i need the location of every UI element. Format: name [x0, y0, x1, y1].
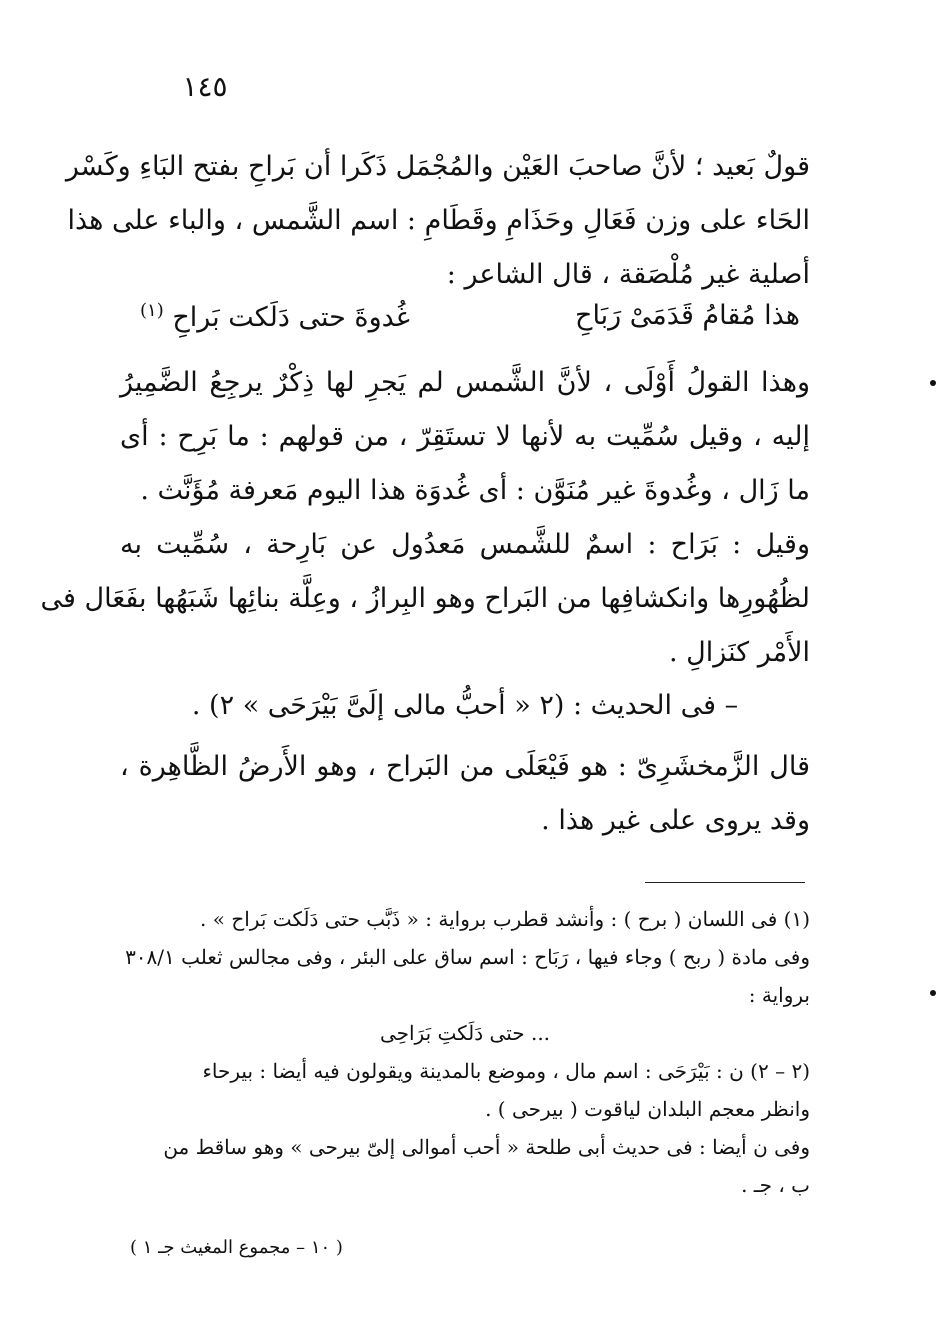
paragraph-2	[120, 356, 810, 518]
verse-first-hemistich: هذا مُقامُ قَدَمَىْ رَبَاحِ	[575, 300, 800, 331]
footnote-line: وفى مادة ( ربح ) وجاء فيها ، رَبَاح : اسم ساق على البئر ، وفى مجالس ثعلب ٣٠٨/١	[125, 945, 810, 969]
footnote-line: برواية :	[748, 983, 810, 1007]
text-line: قال الزَّمخشَرِىّ : هو فَيْعَلَى من البَراح ، وهو الأَرضُ الظَّاهِرة ،	[120, 751, 810, 782]
main-text	[65, 140, 810, 302]
verse-second-hemistich	[140, 300, 410, 333]
footnote-line: وانظر معجم البلدان لياقوت ( بيرحى ) .	[485, 1097, 810, 1121]
text-line: الحَاء على وزن فَعَالِ وحَذَامِ وقَطَامِ : اسم الشَّمس ، والباء على هذا	[67, 205, 810, 236]
margin-mark	[930, 380, 936, 386]
text-line: لظُهُورِها وانكشافِها من البَراح وهو البِرازُ ، وعِلَّة بنائِها شَبَهُها بفَعَال فى	[40, 583, 810, 614]
paragraph-4	[120, 740, 810, 848]
footnote-line: (١) فى اللسان ( برح ) : وأنشد قطرب برواية : « ذَبَّب حتى دَلَكت بَراح » .	[200, 907, 810, 931]
footnote-ref: (١)	[140, 300, 164, 321]
page-number: ١٤٥	[182, 70, 228, 103]
footnote-line: وفى ن أيضا : فى حديث أبى طلحة « أحب أموالى إلىّ بيرحى » وهو ساقط من	[163, 1135, 810, 1159]
footnote-divider	[645, 882, 805, 883]
margin-mark	[930, 990, 936, 996]
paragraph-3	[40, 518, 810, 680]
verse-second-text: غُدوةَ حتى دَلَكت بَراحِ	[172, 302, 410, 333]
text-line: وقد يروى على غير هذا .	[541, 805, 810, 836]
signature-mark: ( ١٠ – مجموع المغيث جـ ١ )	[130, 1237, 343, 1258]
verse	[140, 300, 800, 333]
text-line: إليه ، وقيل سُمِّيت به لأنها لا تستَقِرّ ، من قولهم : ما بَرِح : أى	[120, 421, 810, 452]
footnote-verse: ... حتى دَلَكتِ بَرَاحِى	[379, 1021, 551, 1045]
text-line: وقيل : بَرَاح : اسمٌ للشَّمس مَعدُول عن بَارِحة ، سُمِّيت به	[120, 529, 810, 560]
text-line: الأَمْر كنَزالِ .	[668, 637, 810, 668]
footnotes	[120, 900, 810, 1204]
footnote-line: (٢ – ٢) ن : بَيْرَحَى : اسم مال ، وموضع بالمدينة ويقولون فيه أيضا : بيرحاء	[202, 1059, 810, 1083]
text-line: قولٌ بَعيد ؛ لأنَّ صاحبَ العَيْن والمُجْمَل ذَكَرا أن بَراحِ بفتح البَاءِ وكَسْر	[65, 151, 810, 182]
text-line: وهذا القولُ أَوْلَى ، لأنَّ الشَّمس لم يَجرِ لها ذِكْرٌ يرجِعُ الضَّمِيرُ	[120, 367, 810, 398]
text-line: ما زَال ، وغُدوةَ غير مُنَوَّن : أى غُدوَة هذا اليوم مَعرفة مُؤَنَّث .	[140, 475, 810, 506]
text-line: أصلية غير مُلْصَقة ، قال الشاعر :	[446, 259, 810, 290]
footnote-line: ب ، جـ .	[741, 1173, 810, 1197]
hadith-line: – فى الحديث : (٢ « أحبُّ مالى إلَىَّ بَيْرَحَى » ٢) .	[191, 690, 739, 721]
